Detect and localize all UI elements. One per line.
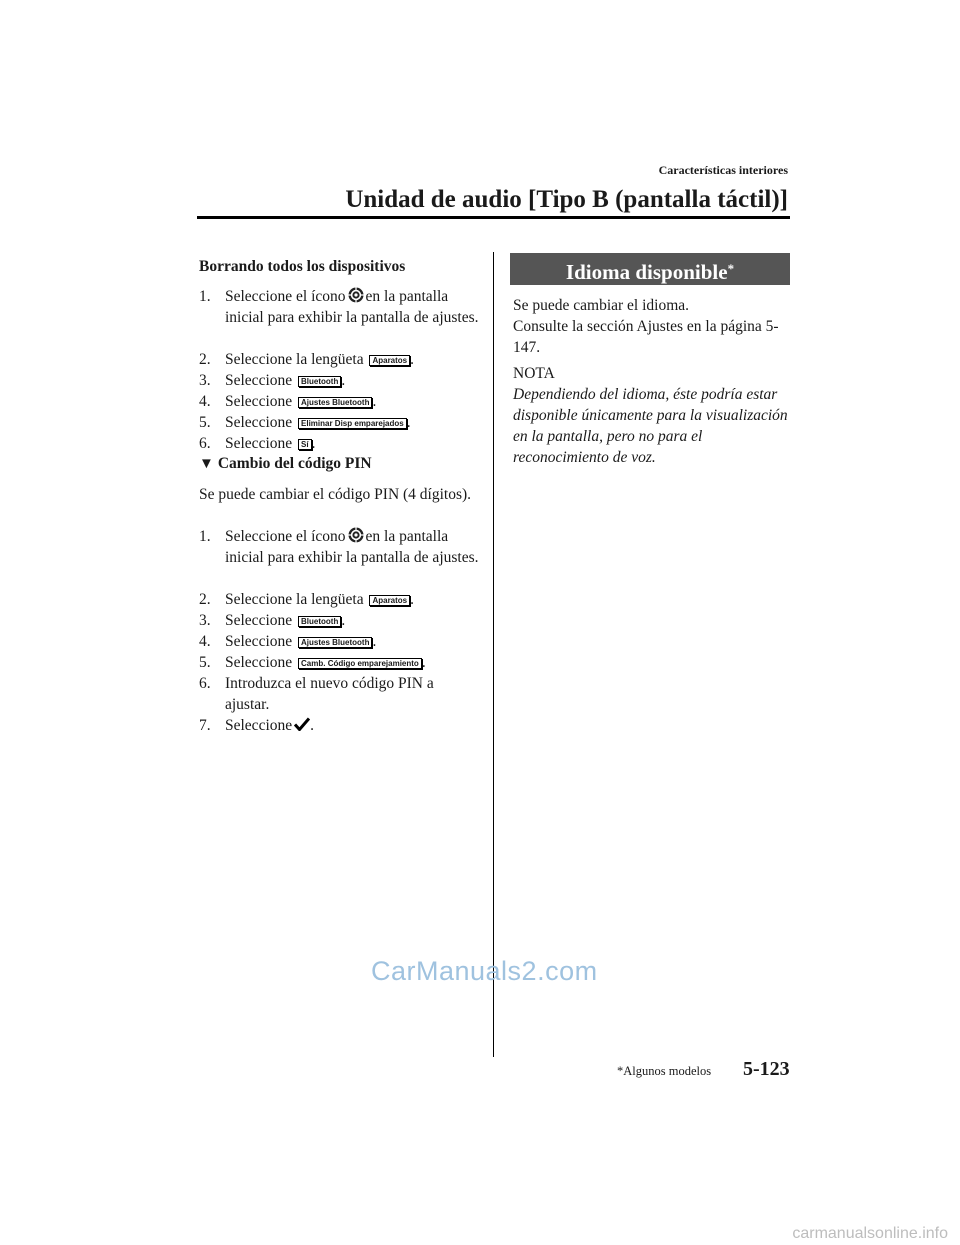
note-text: Dependiendo del idioma, éste podría estar disponible únicamente para la visualización en la pantalla, pero no para el reconocimiento de voz.	[513, 386, 788, 466]
step-4	[199, 391, 479, 412]
step-number: 4.	[199, 393, 211, 410]
step-number: 5.	[199, 654, 211, 671]
step-number: 1.	[199, 288, 211, 305]
paragraph-1: Se puede cambiar el idioma.	[513, 297, 690, 314]
watermark-logo: CarManuals2.com	[371, 956, 598, 986]
step-text: Seleccione el ícono	[225, 528, 346, 545]
step-number: 6.	[199, 675, 211, 692]
aparatos-button-image: Aparatos	[369, 595, 410, 606]
page-title: Unidad de audio [Tipo B (pantalla táctil)]	[345, 186, 788, 213]
paragraph-2: Consulte la sección Ajustes en la página 5-147.	[513, 318, 779, 356]
punct: .	[310, 717, 315, 734]
step-number: 2.	[199, 591, 211, 608]
step-text: Seleccione	[225, 435, 293, 452]
punct: .	[410, 591, 415, 608]
footnote: *Algunos modelos	[617, 1064, 712, 1078]
step-4	[199, 631, 479, 652]
step-text: Seleccione	[225, 633, 293, 650]
step-5	[199, 412, 479, 433]
step-6	[199, 673, 479, 715]
step-text: Seleccione	[225, 654, 293, 671]
triangle-down-icon: ▼	[199, 456, 214, 472]
gear-icon	[348, 287, 364, 303]
heading-change-pin	[199, 453, 479, 475]
step-6	[199, 433, 479, 454]
intro-change-pin: Se puede cambiar el código PIN (4 dígitos).	[199, 486, 472, 503]
punct: .	[341, 612, 346, 629]
delete-paired-button-image: Eliminar Disp emparejados	[298, 418, 407, 429]
punct: .	[406, 414, 411, 431]
step-5	[199, 652, 479, 673]
section-banner	[510, 253, 790, 285]
asterisk-mark: *	[727, 261, 735, 276]
step-text: Seleccione	[225, 393, 293, 410]
step-text: Seleccione	[225, 612, 293, 629]
steps-delete-all	[199, 286, 479, 452]
step-number: 7.	[199, 717, 211, 734]
section-label: Características interiores	[658, 163, 788, 177]
step-text: Seleccione	[225, 372, 293, 389]
step-text: Seleccione la lengüeta	[225, 591, 364, 608]
step-3	[199, 610, 479, 631]
checkmark-icon	[294, 717, 310, 731]
step-text: Seleccione el ícono	[225, 288, 346, 305]
step-text: Seleccione	[225, 717, 293, 734]
punct: .	[372, 393, 377, 410]
step-text: Seleccione	[225, 414, 293, 431]
footer-site-text: carmanualsonline.info	[792, 1225, 948, 1242]
step-2	[199, 349, 479, 370]
step-text: en la pantalla inicial para exhibir la pantalla de ajustes.	[225, 288, 479, 326]
step-text: Seleccione la lengüeta	[225, 351, 364, 368]
bluetooth-button-image: Bluetooth	[298, 376, 341, 387]
bluetooth-settings-button-image: Ajustes Bluetooth	[298, 637, 372, 648]
step-number: 5.	[199, 414, 211, 431]
heading-delete-all-devices: Borrando todos los dispositivos	[199, 258, 406, 275]
step-number: 4.	[199, 633, 211, 650]
yes-button-image: Sí	[298, 439, 312, 450]
step-2	[199, 589, 479, 610]
punct: .	[410, 351, 415, 368]
punct: .	[311, 435, 316, 452]
bluetooth-button-image: Bluetooth	[298, 616, 341, 627]
step-3	[199, 370, 479, 391]
step-7	[199, 715, 479, 736]
change-pairing-code-button-image: Camb. Código emparejamiento	[298, 658, 422, 669]
step-number: 3.	[199, 372, 211, 389]
punct: .	[341, 372, 346, 389]
page-number: 5-123	[743, 1058, 790, 1080]
step-text: Introduzca el nuevo código PIN a ajustar.	[225, 675, 434, 713]
banner-title: Idioma disponible	[565, 260, 728, 284]
note-label: NOTA	[513, 365, 555, 382]
header-divider	[197, 216, 790, 219]
step-1	[199, 286, 479, 328]
step-number: 2.	[199, 351, 211, 368]
footer-site-banner	[0, 1218, 960, 1245]
step-text: en la pantalla inicial para exhibir la pantalla de ajustes.	[225, 528, 479, 566]
bluetooth-settings-button-image: Ajustes Bluetooth	[298, 397, 372, 408]
aparatos-button-image: Aparatos	[369, 355, 410, 366]
heading-text: Cambio del código PIN	[217, 455, 372, 472]
column-divider	[493, 252, 494, 1057]
gear-icon	[348, 527, 364, 543]
step-number: 3.	[199, 612, 211, 629]
steps-change-pin	[199, 526, 479, 734]
punct: .	[372, 633, 377, 650]
punct: .	[421, 654, 426, 671]
step-1	[199, 526, 479, 568]
step-number: 6.	[199, 435, 211, 452]
step-number: 1.	[199, 528, 211, 545]
